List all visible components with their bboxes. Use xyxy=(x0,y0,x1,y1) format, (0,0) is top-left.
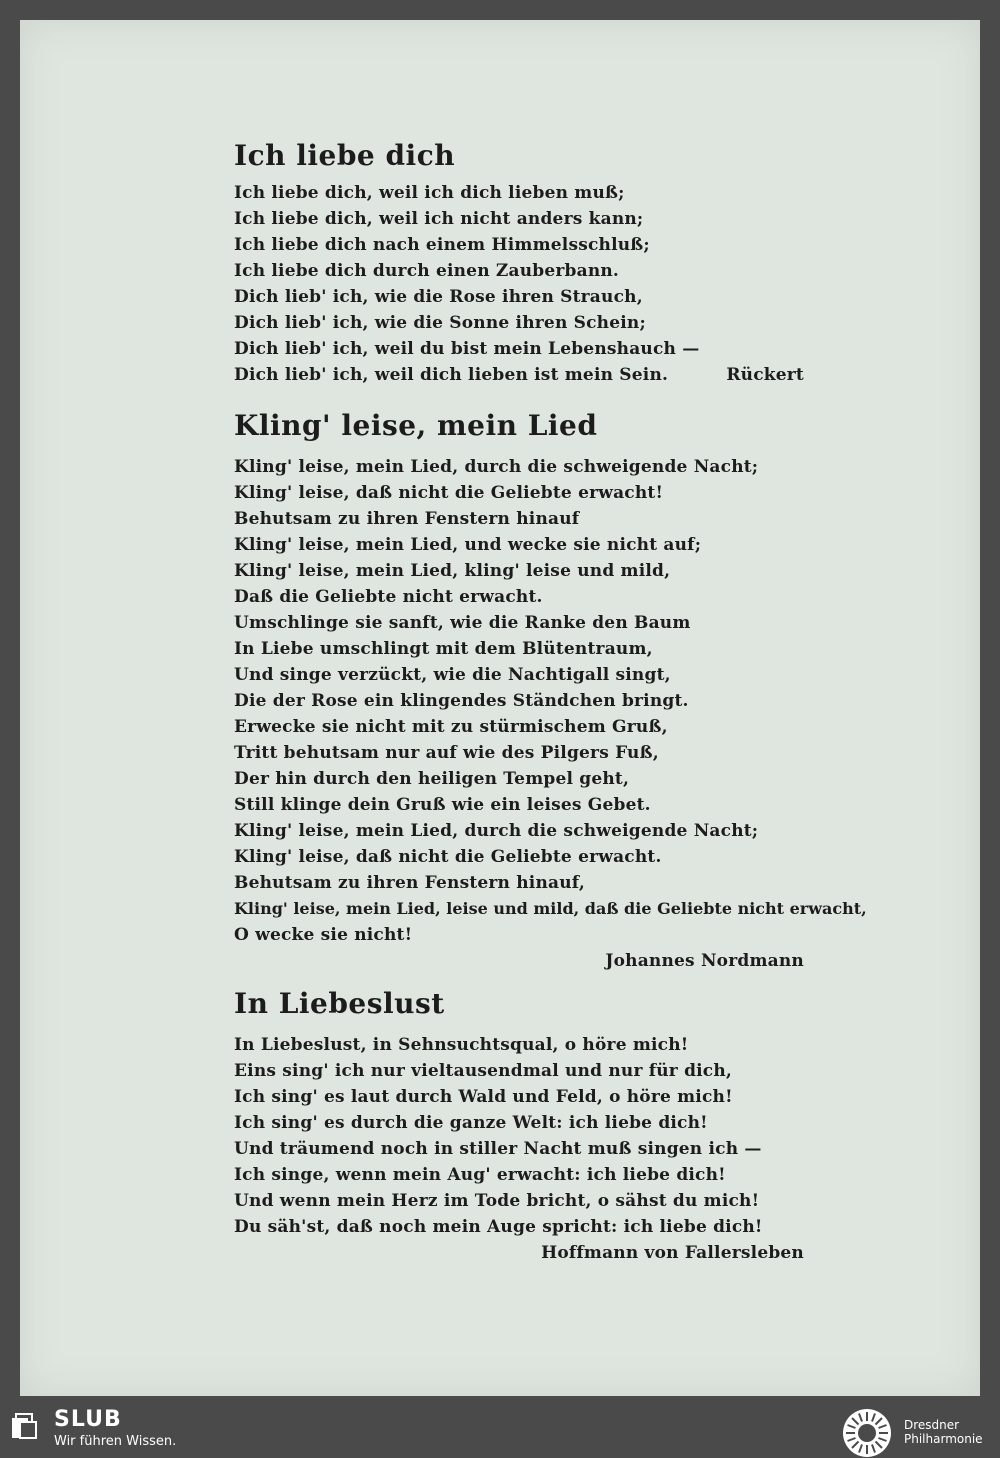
poem-sheet xyxy=(234,136,867,1266)
brand-line: Dresdner xyxy=(904,1418,960,1432)
poem-kling-leise-mein-lied xyxy=(234,406,867,974)
poem-lines xyxy=(234,180,804,388)
poem-lines xyxy=(234,1032,804,1240)
poem-in-liebeslust xyxy=(234,984,804,1266)
poem-line: Still klinge dein Gruß wie ein leises Gebet. xyxy=(234,795,651,815)
poem-author: Hoffmann von Fallersleben xyxy=(541,1243,804,1263)
poem-ich-liebe-dich xyxy=(234,136,804,388)
poem-line: Kling' leise, daß nicht die Geliebte erwacht! xyxy=(234,483,664,503)
poem-line: Kling' leise, mein Lied, leise und mild, daß die Geliebte nicht erwacht, xyxy=(234,899,867,918)
poem-line: Du säh'st, daß noch mein Auge spricht: ich liebe dich! xyxy=(234,1217,763,1237)
poem-line: Behutsam zu ihren Fenstern hinauf, xyxy=(234,873,586,893)
poem-line: Kling' leise, mein Lied, und wecke sie nicht auf; xyxy=(234,535,702,555)
poem-line: Ich sing' es laut durch Wald und Feld, o höre mich! xyxy=(234,1087,733,1107)
poem-line: Ich singe, wenn mein Aug' erwacht: ich liebe dich! xyxy=(234,1165,726,1185)
poem-line: Dich lieb' ich, weil du bist mein Lebenshauch — xyxy=(234,339,700,359)
poem-line: Die der Rose ein klingendes Ständchen bringt. xyxy=(234,691,689,711)
poem-line: Behutsam zu ihren Fenstern hinauf xyxy=(234,509,580,529)
poem-lines xyxy=(234,454,867,948)
poem-title: Kling' leise, mein Lied xyxy=(234,409,598,442)
document-page xyxy=(20,20,980,1396)
poem-line: Und singe verzückt, wie die Nachtigall singt, xyxy=(234,665,671,685)
slub-tagline: Wir führen Wissen. xyxy=(54,1434,177,1449)
poem-line: O wecke sie nicht! xyxy=(234,925,413,945)
poem-line: Kling' leise, mein Lied, durch die schweigende Nacht; xyxy=(234,457,759,477)
poem-line: Daß die Geliebte nicht erwacht. xyxy=(234,587,543,607)
book-icon xyxy=(10,1412,38,1440)
poem-line: Ich liebe dich, weil ich dich lieben muß; xyxy=(234,183,625,203)
poem-line: Kling' leise, daß nicht die Geliebte erwacht. xyxy=(234,847,662,867)
poem-title: Ich liebe dich xyxy=(234,139,456,172)
footer-bar xyxy=(0,1404,1000,1456)
poem-line: Und wenn mein Herz im Tode bricht, o sähst du mich! xyxy=(234,1191,760,1211)
poem-line: Kling' leise, mein Lied, kling' leise und mild, xyxy=(234,561,671,581)
dresdner-philharmonie-brand xyxy=(904,1418,996,1446)
poem-title: In Liebeslust xyxy=(234,987,445,1020)
poem-line: Ich liebe dich durch einen Zauberbann. xyxy=(234,261,620,281)
slub-brand: SLUB xyxy=(54,1407,122,1432)
poem-line: Der hin durch den heiligen Tempel geht, xyxy=(234,769,630,789)
poem-line: Dich lieb' ich, weil dich lieben ist mein Sein. xyxy=(234,365,669,385)
poem-line: Ich liebe dich, weil ich nicht anders kann; xyxy=(234,209,644,229)
poem-line: Eins sing' ich nur vieltausendmal und nur für dich, xyxy=(234,1061,733,1081)
poem-line: Erwecke sie nicht mit zu stürmischem Gruß, xyxy=(234,717,668,737)
poem-line: Tritt behutsam nur auf wie des Pilgers Fuß, xyxy=(234,743,659,763)
poem-line: In Liebe umschlingt mit dem Blütentraum, xyxy=(234,639,653,659)
poem-line: Dich lieb' ich, wie die Sonne ihren Schein; xyxy=(234,313,646,333)
poem-line: Umschlinge sie sanft, wie die Ranke den Baum xyxy=(234,613,691,633)
poem-author: Rückert xyxy=(726,365,804,385)
poem-line: Kling' leise, mein Lied, durch die schweigende Nacht; xyxy=(234,821,759,841)
sunburst-logo-icon xyxy=(842,1408,892,1458)
poem-line: Dich lieb' ich, wie die Rose ihren Strauch, xyxy=(234,287,643,307)
brand-line: Philharmonie xyxy=(904,1432,983,1446)
poem-line: Ich liebe dich nach einem Himmelsschluß; xyxy=(234,235,650,255)
poem-author: Johannes Nordmann xyxy=(605,951,804,971)
poem-line: Ich sing' es durch die ganze Welt: ich liebe dich! xyxy=(234,1113,708,1133)
poem-line: In Liebeslust, in Sehnsuchtsqual, o höre mich! xyxy=(234,1035,689,1055)
poem-line: Und träumend noch in stiller Nacht muß singen ich — xyxy=(234,1139,762,1159)
